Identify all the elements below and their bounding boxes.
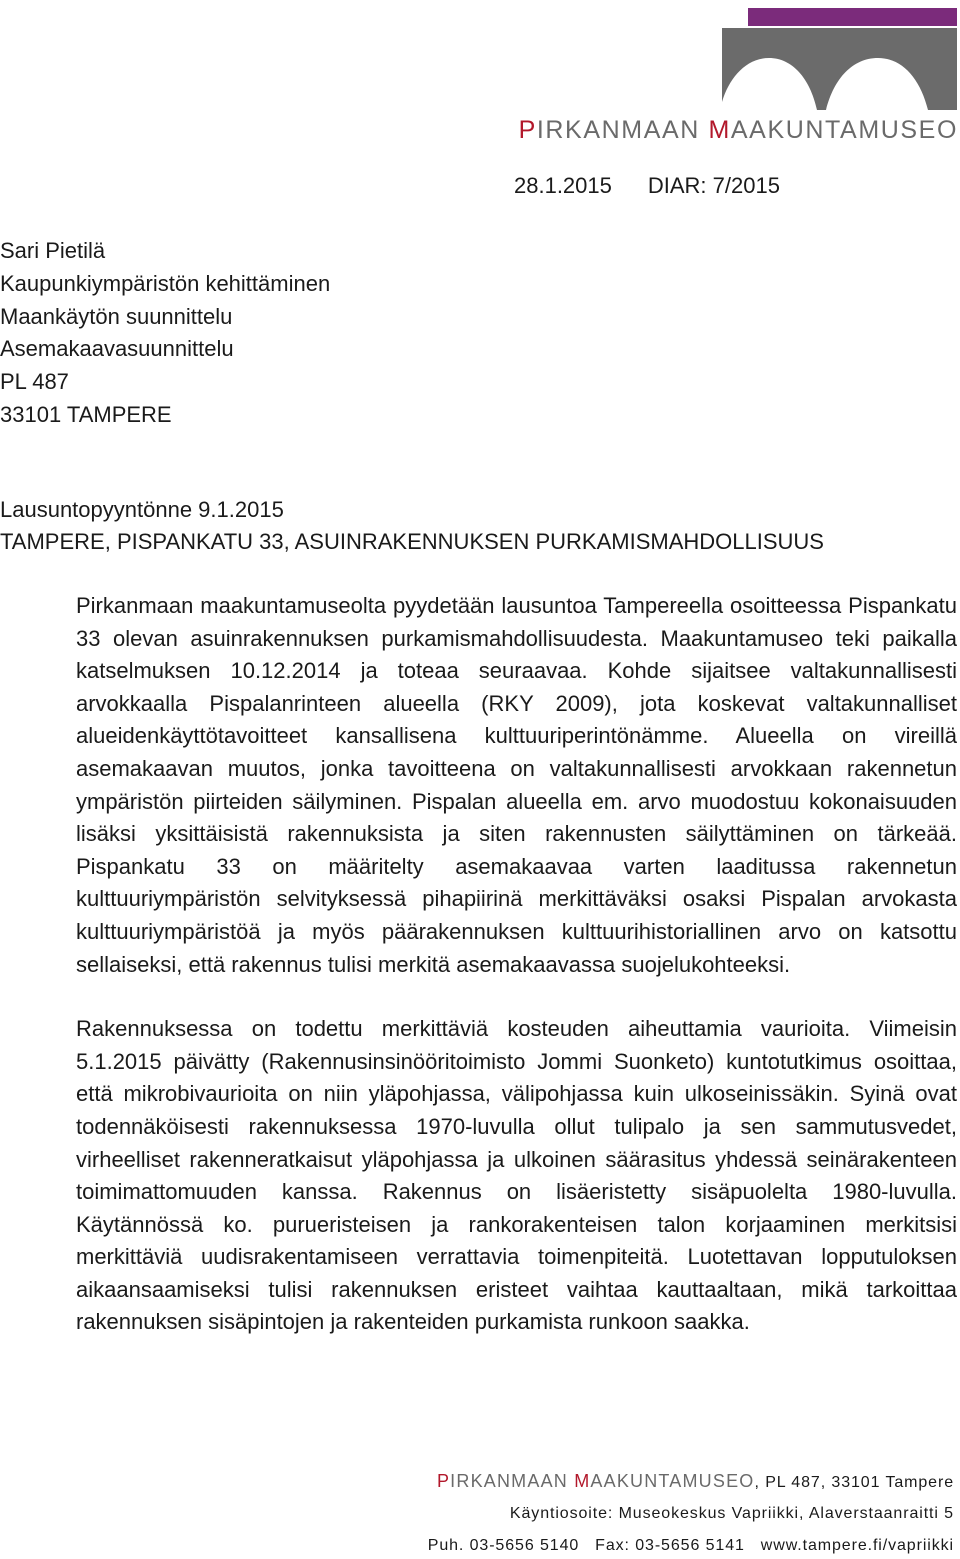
recipient-unit: Kaupunkiympäristön kehittäminen <box>0 270 331 296</box>
body-paragraph-2: Rakennuksessa on todettu merkittäviä kosteuden aiheuttamia vaurioita. Viimeisin 5.1.2015 päivätty (Rakennusinsinööritoimisto Jommi Suonketo) kuntotutkimus osoittaa, että mikrobivaurioita on niin yläpohjassa, välipohjassa kuin ulkoseinissäkin. Syinä ovat todennäköisesti rakennuksessa 1970-luvulla ollut tulipalo ja sen sammutusvedet, virheelliset rakenneratkaisut yläpohjassa ja ulkoinen säärasitus yhdessä seinärakenteen toimimattomuuden kanssa. Rakennus on lisäeristetty sisäpuolelta 1980-luvulla. Käytännössä ko. purueristeisen ja rankorakenteisen talon korjaaminen merkitsisi merkittäviä uudisrakentamiseen verrattavia toimenpiteitä. Luotettavan lopputuloksen aikaansaamiseksi tulisi rakennuksen eristeet vaihtaa kauttaaltaan, mikä tarkoittaa rakennuksen sisäpintojen ja rakenteiden purkamista runkoon saakka. <box>76 1016 957 1335</box>
footer-phone: Puh. 03-5656 5140 <box>427 1537 580 1554</box>
diar-number: DIAR: 7/2015 <box>647 173 780 198</box>
recipient-city: 33101 TAMPERE <box>0 401 172 427</box>
request-line: Lausuntopyyntönne 9.1.2015 <box>0 497 284 522</box>
recipient-address <box>0 235 330 432</box>
logo-museum-name: PIRKANMAAN MAAKUNTAMUSEO <box>518 116 958 144</box>
recipient-subunit: Maankäytön suunnittelu <box>0 303 233 329</box>
letter-subject: TAMPERE, PISPANKATU 33, ASUINRAKENNUKSEN PURKAMISMAHDOLLISUUS <box>0 529 824 554</box>
letter-dateline <box>514 172 780 200</box>
footer-website: www.tampere.fi/vapriikki <box>760 1537 954 1554</box>
footer-contacts <box>428 1537 954 1555</box>
logo-top-bar <box>748 8 957 26</box>
footer-org-address <box>437 1471 954 1492</box>
footer-fax: Fax: 03-5656 5141 <box>595 1537 745 1554</box>
recipient-section: Asemakaavasuunnittelu <box>0 336 234 362</box>
request-reference <box>0 494 824 558</box>
recipient-name: Sari Pietilä <box>0 238 106 263</box>
letter-date: 28.1.2015 <box>514 173 612 198</box>
letter-body <box>76 590 957 1339</box>
museum-bridge-logo-icon <box>722 6 957 130</box>
recipient-pobox: PL 487 <box>0 369 69 395</box>
footer-org-name: PIRKANMAAN MAAKUNTAMUSEO <box>436 1471 755 1491</box>
body-paragraph-1: Pirkanmaan maakuntamuseolta pyydetään lausuntoa Tampereella osoitteessa Pispankatu 33 olevan asuinrakennuksen purkamismahdollisuudesta. Maakuntamuseo teki paikalla katselmuksen 10.12.2014 ja toteaa seuraavaa. Kohde sijaitsee valtakunnallisesti arvokkaalla Pispalanrinteen alueella (RKY 2009), jota koskevat valtakunnalliset alueidenkäyttötavoitteet kansallisena kulttuuriperintönämme. Alueella on vireillä asemakaavan muutos, jonka tavoitteena on valtakunnallisesti arvokkaan rakennetun ympäristön piirteiden säilyminen. Pispalan alueella em. arvo muodostuu kokonaisuuden lisäksi yksittäisistä rakennuksista ja siten rakennusten säilyttäminen on tärkeää. Pispankatu 33 on määritelty asemakaavaa varten laaditussa rakennetun kulttuuriympäristön selvityksessä pihapiirinä merkittäväksi osaksi Pispalan arvokasta kulttuuriympäristöä ja myös päärakennuksen kulttuurihistoriallinen arvo on katsottu sellaiseksi, että rakennus tulisi merkitä asemakaavassa suojelukohteeksi. <box>76 593 957 977</box>
footer-postal-address: , PL 487, 33101 Tampere <box>754 1474 954 1491</box>
footer-visiting-address: Käyntiosoite: Museokeskus Vapriikki, Alaverstaanraitti 5 <box>509 1505 954 1522</box>
logo-bridge-arch <box>722 28 957 110</box>
